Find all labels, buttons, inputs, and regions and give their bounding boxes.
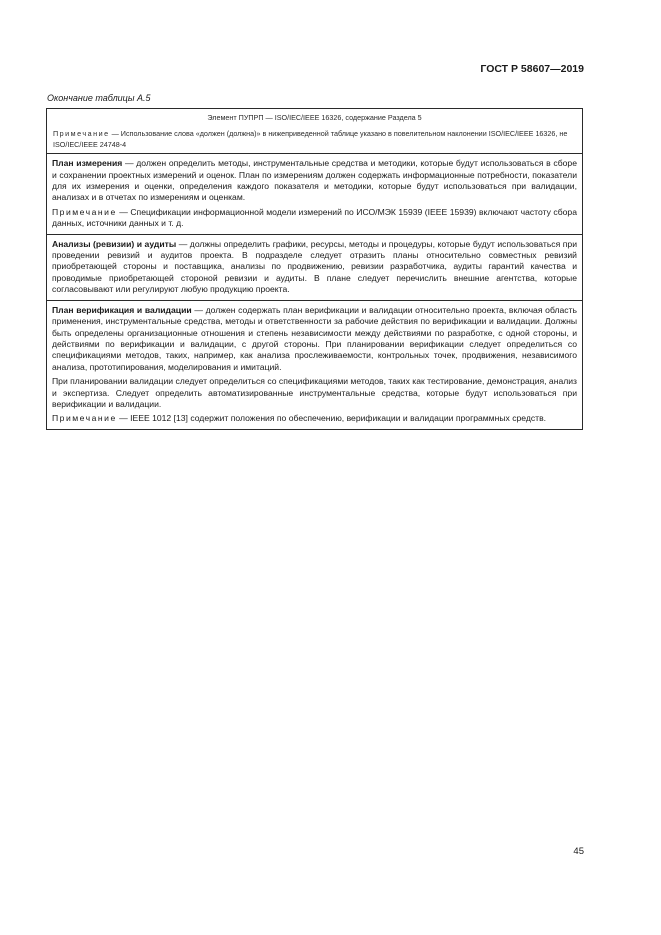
row-paragraph	[52, 239, 577, 296]
table-header-note	[53, 129, 576, 150]
row-term: Анализы (ревизии) и аудиты	[52, 238, 177, 249]
row-note	[52, 413, 577, 424]
note-label: Примечание	[53, 129, 110, 139]
table-row-vv-plan	[47, 300, 582, 429]
row-term: План верификация и валидации	[52, 304, 192, 315]
note-text: — Использование слова «должен (должна)» в нижеприведенной таблице указано в повелительном наклонении ISO/IEC/IEEE 16326, не ISO/IEC/IEEE 24748-4	[53, 129, 568, 149]
page-number: 45	[573, 846, 584, 857]
table-a5	[46, 108, 583, 430]
row-term: План измерения	[52, 158, 123, 169]
note-text: — IEEE 1012 [13] содержит положения по обеспечению, верификации и валидации программных средств.	[116, 413, 547, 424]
document-standard-number: ГОСТ Р 58607—2019	[480, 63, 584, 75]
row-note	[52, 207, 577, 230]
table-caption: Окончание таблицы А.5	[47, 93, 151, 103]
row-text: — должны определить графики, ресурсы, методы и процедуры, которые будут использоваться при проведении ревизий и аудитов проекта. В подразделе следует отразить планы относительно совместных ревизий приобретающей стороны и поставщика, анализы по продвижению, ревизии разработчика, аудиты гарантий качества и проводимые приобретающей стороной ревизии и аудиты. В плане следует перечислить внешние агентства, которые согласовывают или регулируют любую продукцию проекта.	[52, 238, 577, 295]
note-text: — Спецификации информационной модели измерений по ИСО/МЭК 15939 (IEEE 15939) включают частоту сбора данных, источники данных и т. д.	[52, 206, 577, 229]
row-paragraph	[52, 158, 577, 204]
row-paragraph	[52, 305, 577, 373]
table-header-title: Элемент ПУПРП — ISO/IEC/IEEE 16326, содержание Раздела 5	[207, 113, 422, 122]
row-paragraph-2: При планировании валидации следует определиться со спецификациями методов, таких как тестирование, демонстрация, анализ и экспертиза. Следует определить автоматизированные инструментальные средства, которые будут использоваться при верификации и валидации.	[52, 376, 577, 409]
table-row-reviews-audits	[47, 234, 582, 300]
row-text: — должен определить методы, инструментальные средства и методики, которые будут использоваться в сборе и сохранении проектных измерений и оценок. План по измерениям должен содержать информационные потребности, показатели для их измерения и оценки, определения каждого показателя и методики, которые будут использоваться при валидации, анализах и в отчетах по измерениям и оценкам.	[52, 158, 577, 203]
table-row-measurement-plan	[47, 153, 582, 233]
row-text: — должен содержать план верификации и валидации относительно проекта, включая область применения, инструментальные средства, методы и ответственности за рабочие действия по верификации и валидации. Должны быть определены организационные отношения и степень независимости между действиями по разработке, с одной стороны, и действиями по верификации и валидации, с другой стороны. При планировании верификации следует определиться со спецификациями методов, таких, например, как анализа прослеживаемости, контрольных точек, продвижения, независимого анализа, прототипирования, моделирования и имитаций.	[52, 304, 577, 372]
note-label: Примечание	[52, 206, 117, 217]
note-label: Примечание	[52, 413, 117, 424]
table-header	[47, 109, 582, 153]
